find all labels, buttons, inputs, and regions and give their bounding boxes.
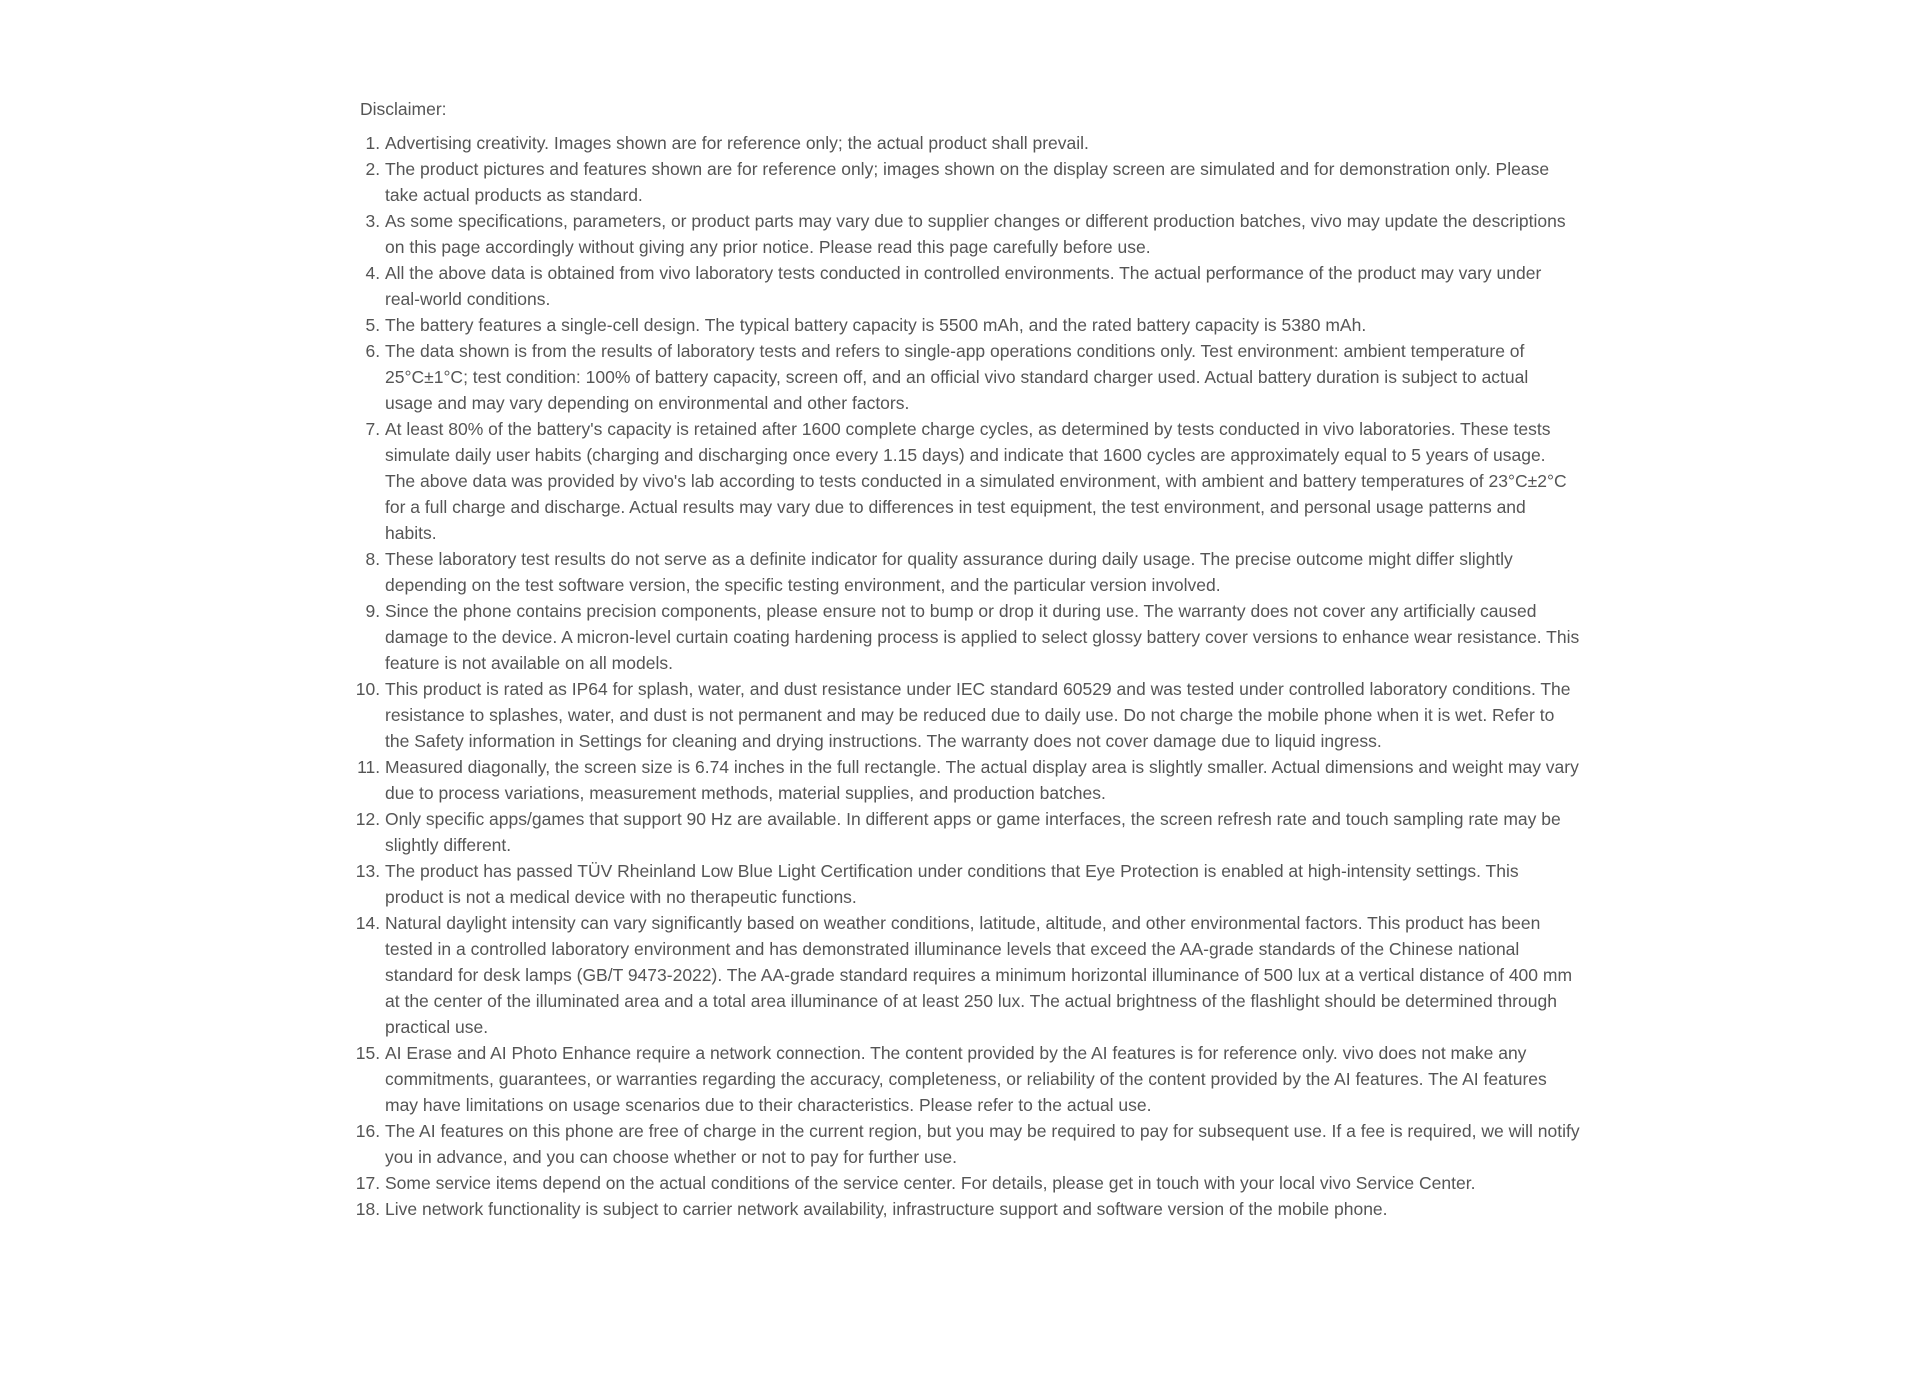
list-item: 7. At least 80% of the battery's capacity is retained after 1600 complete charge cycles, as determined by tests conducted in vivo laboratories. These tests simulate daily user habits (charging and discharging once every 1.15 days) and indicate that 1600 cycles are approximately equal to 5 years of usage. The above data was provided by vivo's lab according to tests conducted in a simulated environment, with ambient and battery temperatures of 23°C±2°C for a full charge and discharge. Actual results may vary due to differences in test equipment, the test environment, and personal usage patterns and habits. <box>385 416 1580 546</box>
list-item: 13. The product has passed TÜV Rheinland Low Blue Light Certification under conditions that Eye Protection is enabled at high-intensity settings. This product is not a medical device with no therapeutic functions. <box>385 858 1580 910</box>
list-item: 10. This product is rated as IP64 for splash, water, and dust resistance under IEC standard 60529 and was tested under controlled laboratory conditions. The resistance to splashes, water, and dust is not permanent and may be reduced due to daily use. Do not charge the mobile phone when it is wet. Refer to the Safety information in Settings for cleaning and drying instructions. The warranty does not cover damage due to liquid ingress. <box>385 676 1580 754</box>
list-item: 18. Live network functionality is subject to carrier network availability, infrastructure support and software version of the mobile phone. <box>385 1196 1580 1222</box>
list-item: 4. All the above data is obtained from vivo laboratory tests conducted in controlled environments. The actual performance of the product may vary under real-world conditions. <box>385 260 1580 312</box>
list-item: 11. Measured diagonally, the screen size is 6.74 inches in the full rectangle. The actual display area is slightly smaller. Actual dimensions and weight may vary due to process variations, measurement methods, material supplies, and production batches. <box>385 754 1580 806</box>
disclaimer-title: Disclaimer: <box>360 99 447 119</box>
list-item: 1. Advertising creativity. Images shown are for reference only; the actual product shall prevail. <box>385 130 1580 156</box>
list-item: 2. The product pictures and features shown are for reference only; images shown on the display screen are simulated and for demonstration only. Please take actual products as standard. <box>385 156 1580 208</box>
disclaimer-section <box>360 96 1580 1222</box>
list-item: 6. The data shown is from the results of laboratory tests and refers to single-app operations conditions only. Test environment: ambient temperature of 25°C±1°C; test condition: 100% of battery capacity, screen off, and an official vivo standard charger used. Actual battery duration is subject to actual usage and may vary depending on environmental and other factors. <box>385 338 1580 416</box>
list-item: 17. Some service items depend on the actual conditions of the service center. For details, please get in touch with your local vivo Service Center. <box>385 1170 1580 1196</box>
disclaimer-list <box>360 130 1580 1222</box>
list-item: 12. Only specific apps/games that support 90 Hz are available. In different apps or game interfaces, the screen refresh rate and touch sampling rate may be slightly different. <box>385 806 1580 858</box>
list-item: 16. The AI features on this phone are free of charge in the current region, but you may be required to pay for subsequent use. If a fee is required, we will notify you in advance, and you can choose whether or not to pay for further use. <box>385 1118 1580 1170</box>
list-item: 3. As some specifications, parameters, or product parts may vary due to supplier changes or different production batches, vivo may update the descriptions on this page accordingly without giving any prior notice. Please read this page carefully before use. <box>385 208 1580 260</box>
list-item: 15. AI Erase and AI Photo Enhance require a network connection. The content provided by the AI features is for reference only. vivo does not make any commitments, guarantees, or warranties regarding the accuracy, completeness, or reliability of the content provided by the AI features. The AI features may have limitations on usage scenarios due to their characteristics. Please refer to the actual use. <box>385 1040 1580 1118</box>
list-item: 8. These laboratory test results do not serve as a definite indicator for quality assurance during daily usage. The precise outcome might differ slightly depending on the test software version, the specific testing environment, and the particular version involved. <box>385 546 1580 598</box>
list-item: 5. The battery features a single-cell design. The typical battery capacity is 5500 mAh, and the rated battery capacity is 5380 mAh. <box>385 312 1580 338</box>
list-item: 9. Since the phone contains precision components, please ensure not to bump or drop it during use. The warranty does not cover any artificially caused damage to the device. A micron-level curtain coating hardening process is applied to select glossy battery cover versions to enhance wear resistance. This feature is not available on all models. <box>385 598 1580 676</box>
list-item: 14. Natural daylight intensity can vary significantly based on weather conditions, latitude, altitude, and other environmental factors. This product has been tested in a controlled laboratory environment and has demonstrated illuminance levels that exceed the AA-grade standards of the Chinese national standard for desk lamps (GB/T 9473-2022). The AA-grade standard requires a minimum horizontal illuminance of 500 lux at a vertical distance of 400 mm at the center of the illuminated area and a total area illuminance of at least 250 lux. The actual brightness of the flashlight should be determined through practical use. <box>385 910 1580 1040</box>
